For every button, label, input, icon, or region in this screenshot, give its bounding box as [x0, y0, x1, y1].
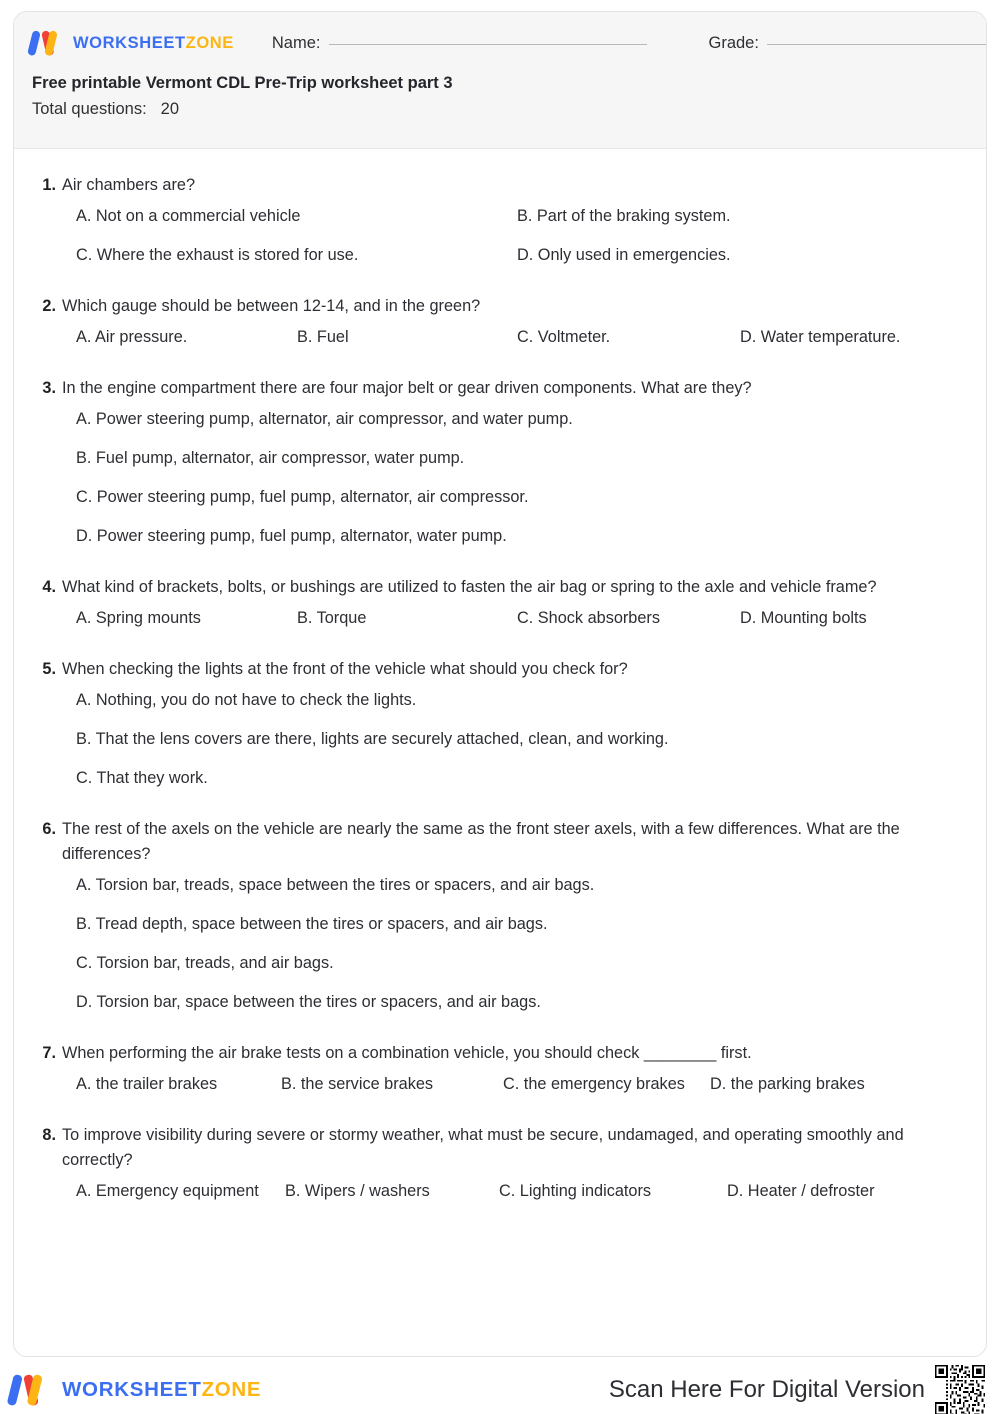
question-item [32, 817, 968, 1015]
answer-option[interactable]: D. Only used in emergencies. [517, 246, 731, 264]
footer-wordmark-zone: ZONE [201, 1377, 262, 1401]
question-number: 8. [42, 1126, 56, 1144]
header-top-row [14, 12, 986, 74]
question-number: 4. [42, 578, 56, 596]
answer-option[interactable]: A. Emergency equipment [76, 1182, 259, 1200]
question-line [32, 1123, 968, 1173]
question-line [32, 376, 968, 401]
question-text: The rest of the axels on the vehicle are nearly the same as the front steer axels, with a few differences. What are the differences? [62, 820, 900, 863]
question-text: To improve visibility during severe or stormy weather, what must be secure, undamaged, and operating smoothly and correctly? [62, 1126, 904, 1169]
worksheet-zone-logo-icon [32, 30, 66, 56]
brand-wordmark-worksheet: WORKSHEET [73, 33, 186, 52]
question-number: 3. [42, 379, 56, 397]
answer-option[interactable]: C. That they work. [76, 769, 208, 787]
answer-option[interactable]: B. That the lens covers are there, lights are securely attached, clean, and working. [76, 730, 669, 748]
total-questions [32, 96, 968, 122]
question-item [32, 657, 968, 791]
answer-option[interactable]: C. Lighting indicators [499, 1182, 652, 1200]
grade-field-label: Grade: [708, 33, 759, 52]
answer-option[interactable]: A. Torsion bar, treads, space between the tires or spacers, and air bags. [76, 876, 595, 894]
name-field[interactable] [272, 34, 647, 53]
worksheet-card [13, 11, 987, 1357]
answer-option[interactable]: B. Tread depth, space between the tires or spacers, and air bags. [76, 915, 548, 933]
question-text: What kind of brackets, bolts, or bushings are utilized to fasten the air bag or spring to the axle and vehicle frame? [62, 578, 877, 596]
answer-option[interactable]: A. the trailer brakes [76, 1075, 218, 1093]
answer-options [76, 1072, 968, 1097]
answer-option[interactable]: B. Fuel [297, 328, 349, 346]
answer-options [32, 688, 968, 791]
footer-wordmark-worksheet: WORKSHEET [62, 1377, 202, 1401]
question-item [32, 575, 968, 631]
answer-option[interactable]: A. Nothing, you do not have to check the lights. [76, 691, 417, 709]
page-footer [0, 1365, 1000, 1414]
answer-option[interactable]: C. Voltmeter. [517, 328, 611, 346]
question-line [32, 1041, 968, 1066]
answer-option[interactable]: A. Air pressure. [76, 328, 188, 346]
answer-option[interactable]: C. Power steering pump, fuel pump, alternator, air compressor. [76, 488, 529, 506]
question-item [32, 1041, 968, 1097]
question-line [32, 657, 968, 682]
answer-options [76, 204, 968, 268]
answer-option[interactable]: D. Mounting bolts [740, 609, 867, 627]
scan-here-text: Scan Here For Digital Version [608, 1375, 925, 1403]
answer-option[interactable]: D. Torsion bar, space between the tires or spacers, and air bags. [76, 993, 541, 1011]
answer-option[interactable]: A. Spring mounts [76, 609, 201, 627]
question-number: 2. [42, 297, 56, 315]
questions-list [14, 149, 986, 1220]
question-line [32, 817, 968, 867]
question-text: Air chambers are? [62, 176, 196, 194]
answer-option[interactable]: B. Torque [297, 609, 367, 627]
question-number: 5. [42, 660, 56, 678]
question-text: Which gauge should be between 12-14, and in the green? [62, 297, 481, 315]
question-item [32, 376, 968, 549]
question-text: When performing the air brake tests on a combination vehicle, you should check ________ first. [62, 1044, 752, 1062]
total-questions-count: 20 [160, 100, 180, 118]
question-text: When checking the lights at the front of the vehicle what should you check for? [62, 660, 628, 678]
answer-option[interactable]: B. Part of the braking system. [517, 207, 731, 225]
question-line [32, 575, 968, 600]
answer-option[interactable]: A. Not on a commercial vehicle [76, 207, 301, 225]
answer-option[interactable]: A. Power steering pump, alternator, air compressor, and water pump. [76, 410, 573, 428]
question-item [32, 294, 968, 350]
answer-option[interactable]: C. Shock absorbers [517, 609, 660, 627]
answer-options [76, 325, 968, 350]
answer-options [76, 606, 968, 631]
qr-code-icon[interactable] [933, 1363, 987, 1414]
question-line [32, 294, 968, 319]
question-text: In the engine compartment there are four major belt or gear driven components. What are they? [62, 379, 752, 397]
answer-option[interactable]: B. Fuel pump, alternator, air compressor, water pump. [76, 449, 465, 467]
name-field-label: Name: [271, 33, 321, 52]
answer-option[interactable]: C. Where the exhaust is stored for use. [76, 246, 359, 264]
answer-options [32, 407, 968, 549]
answer-option[interactable]: D. Heater / defroster [727, 1182, 875, 1200]
name-field-rule[interactable] [329, 44, 647, 45]
answer-option[interactable]: B. the service brakes [281, 1075, 434, 1093]
question-number: 6. [42, 820, 56, 838]
answer-options [76, 1179, 968, 1204]
brand-wordmark [73, 34, 234, 53]
footer-brand[interactable] [13, 1374, 261, 1406]
question-line [32, 173, 968, 198]
worksheet-title: Free printable Vermont CDL Pre-Trip worksheet part 3 [32, 74, 453, 92]
answer-option[interactable]: C. the emergency brakes [503, 1075, 685, 1093]
grade-field[interactable] [709, 34, 988, 53]
question-number: 7. [42, 1044, 56, 1062]
footer-brand-wordmark [62, 1378, 261, 1402]
brand-wordmark-zone: ZONE [185, 33, 234, 52]
total-questions-label: Total questions: [32, 100, 147, 118]
answer-option[interactable]: D. the parking brakes [710, 1075, 865, 1093]
question-item [32, 1123, 968, 1204]
header-title-block [14, 70, 986, 122]
question-item [32, 173, 968, 268]
worksheet-zone-logo-icon [13, 1374, 53, 1406]
answer-option[interactable]: D. Water temperature. [740, 328, 901, 346]
answer-option[interactable]: B. Wipers / washers [285, 1182, 430, 1200]
answer-options [32, 873, 968, 1015]
worksheet-header [14, 12, 986, 149]
answer-option[interactable]: C. Torsion bar, treads, and air bags. [76, 954, 334, 972]
grade-field-rule[interactable] [767, 44, 987, 45]
answer-option[interactable]: D. Power steering pump, fuel pump, alternator, water pump. [76, 527, 507, 545]
question-number: 1. [42, 176, 56, 194]
